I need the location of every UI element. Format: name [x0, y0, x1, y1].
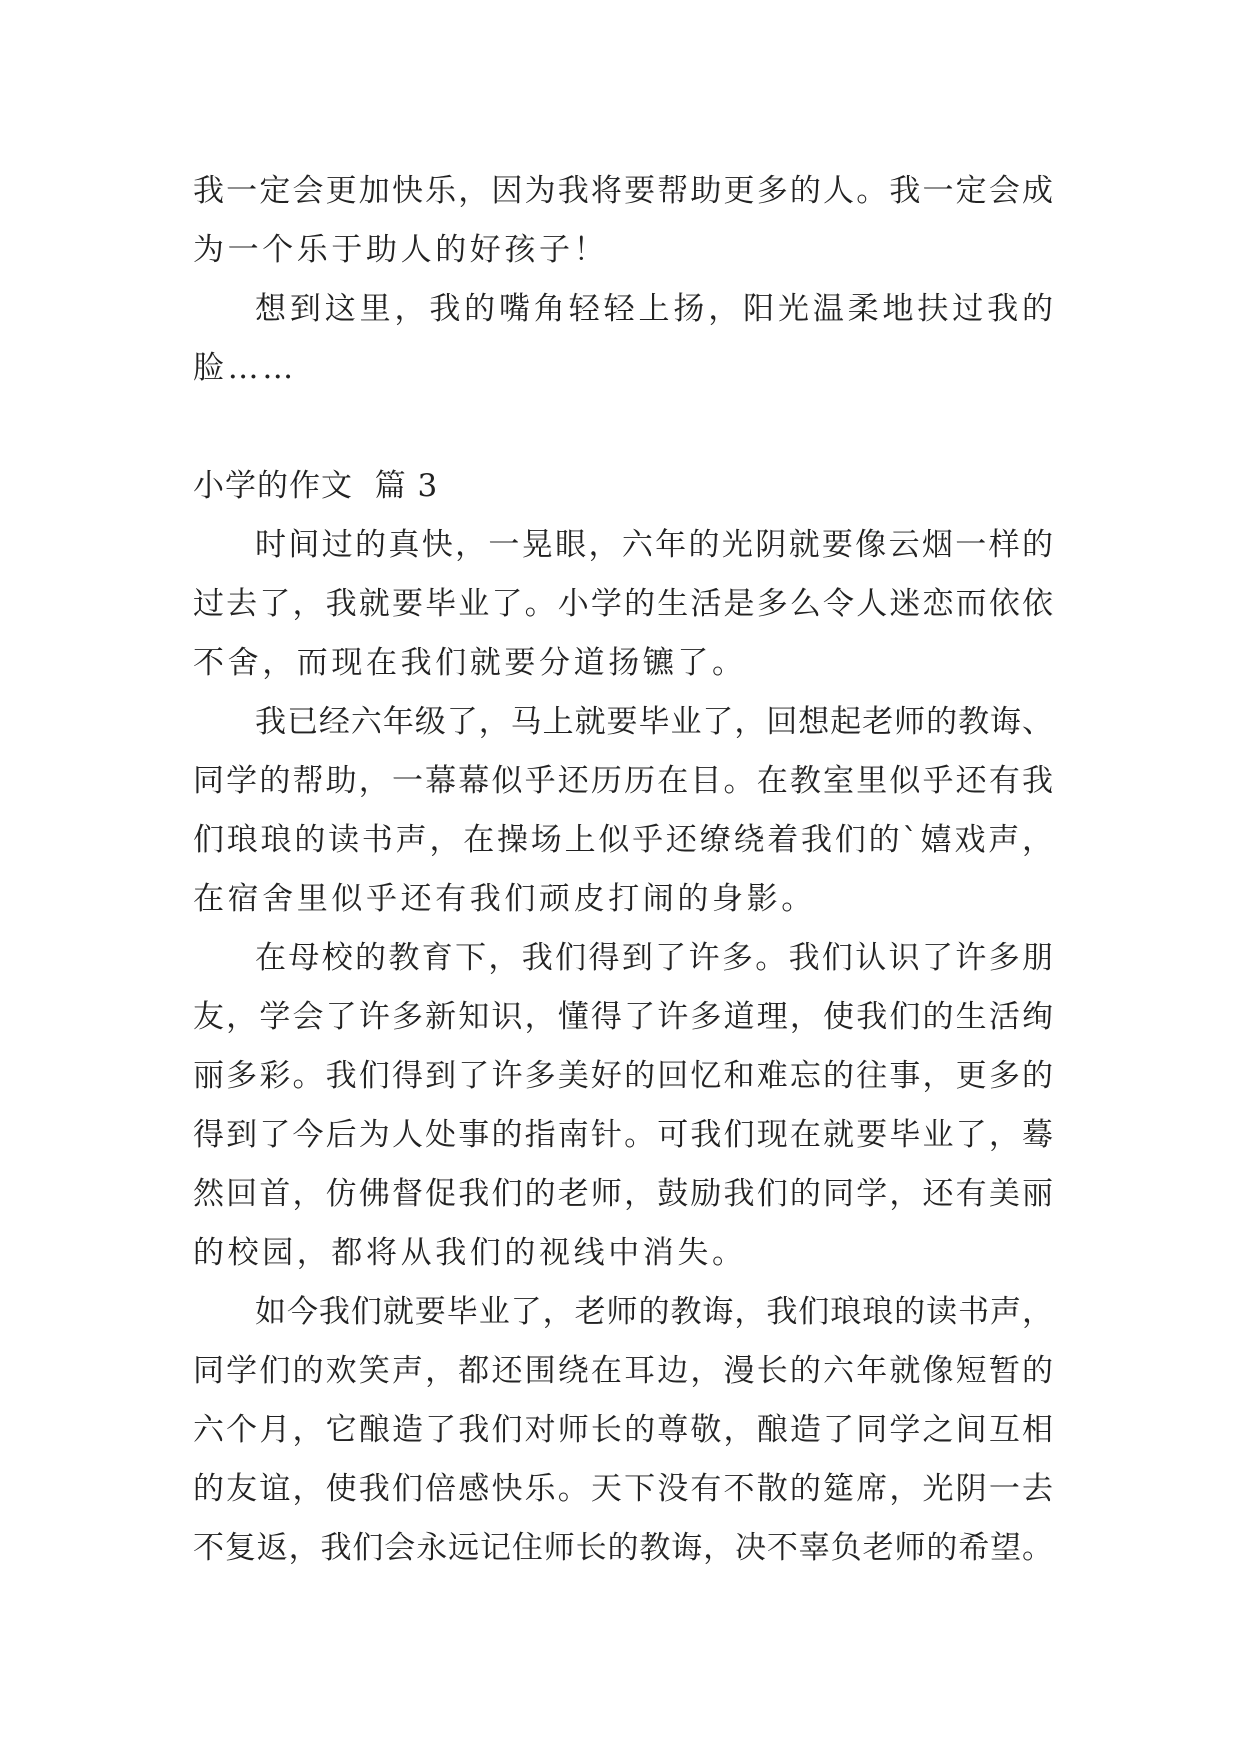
text-line: 为一个乐于助人的好孩子！ — [193, 232, 609, 268]
text-line: 同学们的欢笑声，都还围绕在耳边，漫长的六年就像短暂的 — [193, 1353, 1053, 1389]
text-line: 的校园，都将从我们的视线中消失。 — [193, 1235, 747, 1271]
text-line: 不复返，我们会永远记住师长的教诲，决不辜负老师的希望。 — [193, 1530, 1053, 1566]
text-line: 的友谊，使我们倍感快乐。天下没有不散的筵席，光阴一去 — [193, 1471, 1053, 1507]
paragraph — [193, 929, 1053, 1283]
text-line: 在宿舍里似乎还有我们顽皮打闹的身影。 — [193, 881, 816, 917]
text-line: 同学的帮助，一幕幕似乎还历历在目。在教室里似乎还有我 — [193, 763, 1053, 799]
section-spacer — [193, 398, 1053, 457]
text-line: 友，学会了许多新知识，懂得了许多道理，使我们的生活绚 — [193, 999, 1053, 1035]
text-line: 们琅琅的读书声，在操场上似乎还缭绕着我们的`嬉戏声， — [193, 822, 1053, 858]
paragraph — [193, 516, 1053, 693]
paragraph — [193, 693, 1053, 929]
text-line: 六个月，它酿造了我们对师长的尊敬，酿造了同学之间互相 — [193, 1412, 1053, 1448]
document-page — [193, 162, 1053, 1578]
text-line: 得到了今后为人处事的指南针。可我们现在就要毕业了，蓦 — [193, 1117, 1053, 1153]
paragraph — [193, 1283, 1053, 1578]
text-line: 如今我们就要毕业了，老师的教诲，我们琅琅的读书声， — [255, 1294, 1053, 1330]
text-line: 不舍，而现在我们就要分道扬镳了。 — [193, 645, 747, 681]
text-line: 然回首，仿佛督促我们的老师，鼓励我们的同学，还有美丽 — [193, 1176, 1053, 1212]
text-line: 丽多彩。我们得到了许多美好的回忆和难忘的往事，更多的 — [193, 1058, 1053, 1094]
text-line: 时间过的真快，一晃眼，六年的光阴就要像云烟一样的 — [255, 527, 1053, 563]
text-line: 想到这里，我的嘴角轻轻上扬，阳光温柔地扶过我的 — [255, 291, 1053, 327]
paragraph — [193, 280, 1053, 398]
text-line: 我已经六年级了，马上就要毕业了，回想起老师的教诲、 — [255, 704, 1053, 740]
paragraph-continued — [193, 162, 1053, 280]
section-heading: 小学的作文 篇 3 — [193, 468, 439, 504]
text-line: 在母校的教育下，我们得到了许多。我们认识了许多朋 — [255, 940, 1053, 976]
text-line: 脸…… — [193, 350, 297, 386]
text-line: 我一定会更加快乐，因为我将要帮助更多的人。我一定会成 — [193, 173, 1053, 209]
text-line: 过去了，我就要毕业了。小学的生活是多么令人迷恋而依依 — [193, 586, 1053, 622]
